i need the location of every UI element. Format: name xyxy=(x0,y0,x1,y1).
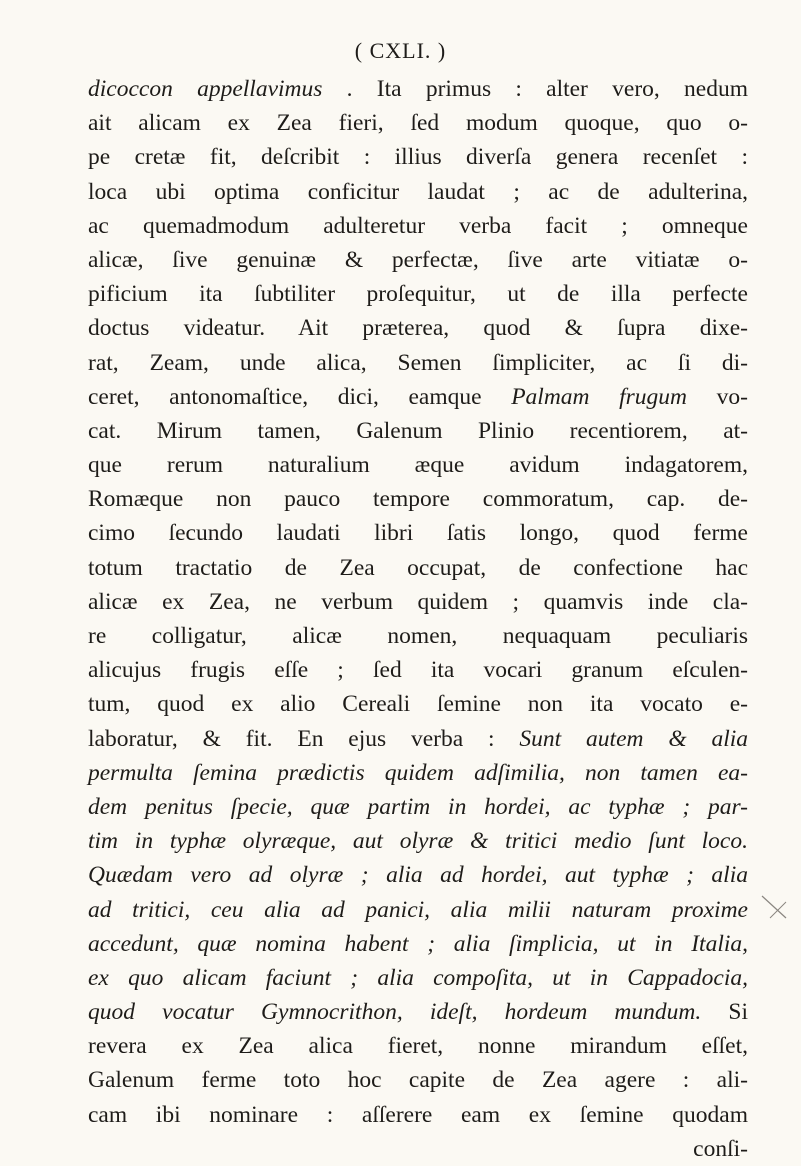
text-segment: dicoccon appellavimus xyxy=(88,76,323,102)
text-line xyxy=(88,653,748,687)
body-text xyxy=(88,72,748,1166)
text-segment: dem penitus ſpecie, quæ partim in hordei, ac typhæ ; par- xyxy=(88,793,748,820)
text-segment: conſi- xyxy=(693,1135,748,1162)
text-line xyxy=(88,380,748,414)
text-line xyxy=(88,72,748,106)
text-line xyxy=(88,858,748,892)
text-line xyxy=(88,448,748,482)
text-segment: loca ubi optima conficitur laudat ; ac de adulterina, xyxy=(88,178,748,205)
text-segment: re colligatur, alicæ nomen, nequaquam peculiaris xyxy=(88,623,748,649)
text-segment: Palmam frugum xyxy=(511,383,688,410)
text-segment: vo- xyxy=(687,383,748,410)
text-segment: doctus videatur. Ait præterea, quod & ſupra dixe- xyxy=(88,315,748,342)
text-segment: totum tractatio de Zea occupat, de confectione hac xyxy=(88,554,748,581)
text-line xyxy=(88,619,748,653)
text-line xyxy=(88,311,748,345)
text-line xyxy=(88,961,748,995)
text-segment: tim in typhæ olyræque, aut olyræ & tritici medio ſunt loco. xyxy=(88,828,748,855)
text-segment: accedunt, quæ nomina habent ; alia ſimplicia, ut in Italia, xyxy=(88,930,748,957)
text-segment: ait alicam ex Zea fieri, ſed modum quoque, quo o- xyxy=(88,110,748,137)
text-segment: ad tritici, ceu alia ad panici, alia milii naturam proxime xyxy=(88,896,748,923)
text-line xyxy=(88,790,748,824)
text-line xyxy=(88,516,748,550)
text-segment: alicujus frugis eſſe ; ſed ita vocari granum eſculen- xyxy=(88,657,748,684)
text-segment: Quædam vero ad olyræ ; alia ad hordei, aut typhæ ; alia xyxy=(88,862,748,889)
text-segment: Si xyxy=(701,999,748,1026)
text-segment: pificium ita ſubtiliter proſequitur, ut de illa perfecte xyxy=(88,281,748,308)
text-segment: revera ex Zea alica fieret, nonne mirandum eſſet, xyxy=(88,1033,748,1060)
text-line xyxy=(88,551,748,585)
text-line xyxy=(88,1098,748,1132)
text-line xyxy=(88,585,748,619)
text-line xyxy=(88,346,748,380)
margin-mark-icon xyxy=(760,892,788,920)
text-segment: cat. Mirum tamen, Galenum Plinio recentiorem, at- xyxy=(88,417,748,444)
text-line xyxy=(88,756,748,790)
text-segment: alicæ, ſive genuinæ & perfectæ, ſive arte vitiatæ o- xyxy=(88,246,748,273)
text-segment: quod vocatur Gymnocrithon, ideſt, hordeum mundum. xyxy=(88,999,702,1026)
text-segment: alicæ ex Zea, ne verbum quidem ; quamvis inde cla- xyxy=(88,588,748,615)
text-line xyxy=(88,414,748,448)
text-segment: Sunt autem & alia xyxy=(519,725,749,752)
text-segment: laboratur, & fit. En ejus verba : xyxy=(88,725,520,752)
text-line xyxy=(88,824,748,858)
text-line xyxy=(88,243,748,277)
text-segment: cimo ſecundo laudati libri ſatis longo, quod ferme xyxy=(88,520,748,547)
text-segment: cam ibi nominare : aſſerere eam ex ſemine quodam xyxy=(88,1101,748,1128)
text-segment: Galenum ferme toto hoc capite de Zea agere : ali- xyxy=(88,1067,748,1094)
text-segment: Romæque non pauco tempore commoratum, cap. de- xyxy=(88,486,748,513)
text-segment: rat, Zeam, unde alica, Semen ſimpliciter, ac ſi di- xyxy=(88,349,748,376)
text-line xyxy=(88,927,748,961)
text-line xyxy=(88,893,748,927)
text-segment: pe cretæ fit, deſcribit : illius diverſa genera recenſet : xyxy=(88,144,748,171)
text-line xyxy=(88,1132,748,1166)
text-line xyxy=(88,140,748,174)
text-line xyxy=(88,209,748,243)
text-segment: . Ita primus : alter vero, nedum xyxy=(322,76,748,102)
text-segment: tum, quod ex alio Cereali ſemine non ita vocato e- xyxy=(88,691,748,718)
text-line xyxy=(88,482,748,516)
text-line xyxy=(88,1029,748,1063)
text-line xyxy=(88,1063,748,1097)
page-header: ( CXLI. ) xyxy=(354,38,447,63)
text-segment: ex quo alicam faciunt ; alia compoſita, ut in Cappadocia, xyxy=(88,964,748,991)
text-line xyxy=(88,687,748,721)
text-line xyxy=(88,175,748,209)
text-segment: ac quemadmodum adulteretur verba facit ; omneque xyxy=(88,212,748,239)
text-segment: ceret, antonomaſtice, dici, eamque xyxy=(88,383,512,410)
text-line xyxy=(88,277,748,311)
text-line xyxy=(88,106,748,140)
text-line xyxy=(88,995,748,1029)
text-segment: permulta ſemina prædictis quidem adſimilia, non tamen ea- xyxy=(88,759,748,786)
text-line xyxy=(88,722,748,756)
text-segment: que rerum naturalium æque avidum indagatorem, xyxy=(88,452,748,479)
